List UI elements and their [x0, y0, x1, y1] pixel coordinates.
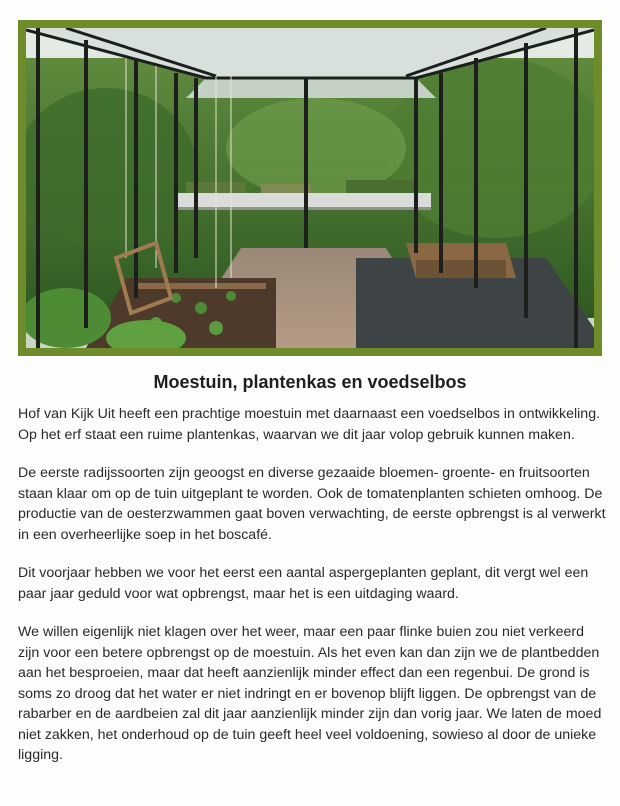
paragraph-intro: Hof van Kijk Uit heeft een prachtige moestuin met daarnaast een voedselbos in ontwikkeling. Op het erf staat een ruime plantenkas, waarvan we dit jaar volop gebruik kunnen maken.	[18, 406, 601, 443]
greenhouse-photo-frame	[18, 20, 602, 356]
paragraph-harvest: De eerste radijssoorten zijn geoogst en diverse gezaaide bloemen- groente- en fruitsoorten staan klaar om op de tuin uitgeplant te worden. Ook de tomatenplanten schieten omhoog. De productie van de oesterzwammen gaat boven verwachting, de eerste opbrengst is al verwerkt in een overheerlijke soep in het boscafé.	[18, 465, 606, 543]
paragraph-asparagus: Dit voorjaar hebben we voor het eerst een aantal aspergeplanten geplant, dit vergt wel een paar jaar geduld voor wat opbrengst, maar het is een uitdaging waard.	[18, 565, 589, 602]
article-body	[18, 404, 606, 784]
paragraph-weather: We willen eigenlijk niet klagen over het weer, maar een paar flinke buien zou niet verkeerd zijn voor een betere opbrengst op de moestuin. Als het even kan dan zijn we de plantbedden aan het besproeien, maar dat heeft aanzienlijk minder effect dan een regenbui. De grond is soms zo droog dat het water er niet indringt en er bovenop blijft liggen. De opbrengst van de rabarber en de aardbeien zal dit jaar aanzienlijk minder zijn dan vorig jaar. We laten de moed niet zakken, het onderhoud op de tuin geeft heel veel voldoening, sowieso al door de unieke ligging.	[18, 624, 602, 763]
article-title: Moestuin, plantenkas en voedselbos	[153, 372, 467, 392]
greenhouse-photo	[26, 28, 594, 348]
